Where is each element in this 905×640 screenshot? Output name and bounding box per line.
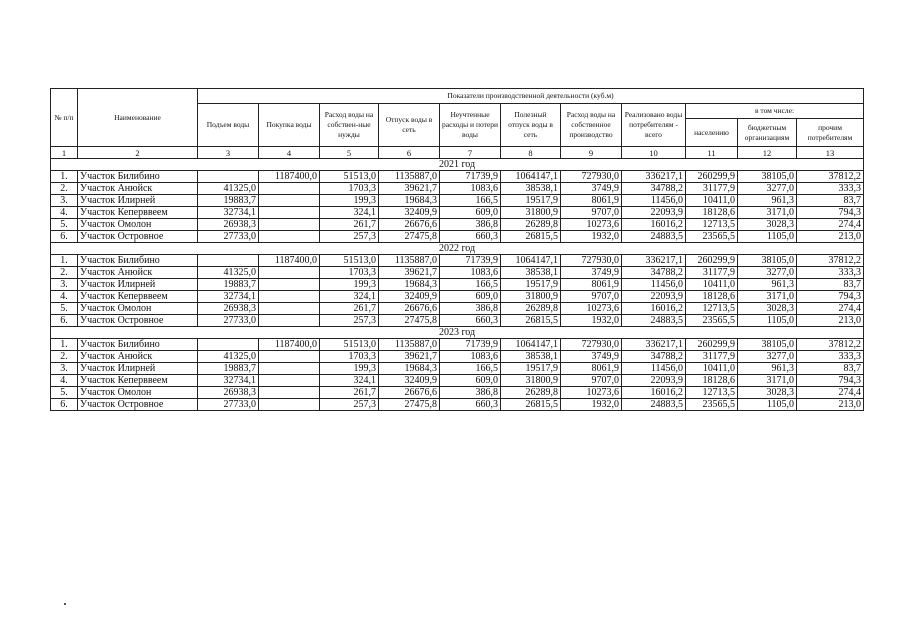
value-cell: 41325,0: [198, 351, 259, 363]
column-number: 1: [51, 147, 78, 159]
value-cell: 27475,8: [379, 399, 440, 411]
value-cell: 37812,2: [797, 171, 864, 183]
value-cell: 18128,6: [686, 375, 738, 387]
value-cell: 39621,7: [379, 183, 440, 195]
row-name: Участок Билибино: [78, 171, 198, 183]
value-cell: 274,4: [797, 387, 864, 399]
row-name: Участок Островное: [78, 315, 198, 327]
value-cell: 386,8: [440, 387, 501, 399]
value-cell: 3749,9: [561, 183, 622, 195]
value-cell: [259, 399, 320, 411]
row-name: Участок Илирней: [78, 195, 198, 207]
table-header: [51, 89, 864, 159]
year-label: 2022 год: [51, 243, 864, 255]
header-name: Наименование: [78, 89, 198, 147]
value-cell: 333,3: [797, 351, 864, 363]
value-cell: 166,5: [440, 363, 501, 375]
value-cell: 27475,8: [379, 315, 440, 327]
value-cell: 727930,0: [561, 255, 622, 267]
value-cell: 261,7: [320, 219, 379, 231]
value-cell: 1187400,0: [259, 255, 320, 267]
value-cell: 1135887,0: [379, 171, 440, 183]
value-cell: 26676,6: [379, 387, 440, 399]
value-cell: 3028,3: [738, 303, 797, 315]
row-name: Участок Островное: [78, 231, 198, 243]
value-cell: 794,3: [797, 375, 864, 387]
value-cell: 26289,8: [501, 303, 561, 315]
table-row: [51, 375, 864, 387]
value-cell: 16016,2: [622, 219, 686, 231]
value-cell: 3171,0: [738, 291, 797, 303]
value-cell: 1105,0: [738, 399, 797, 411]
column-number: 3: [198, 147, 259, 159]
value-cell: 274,4: [797, 303, 864, 315]
header-col-7: Неучтенные расходы и потери воды: [440, 104, 501, 147]
value-cell: 1083,6: [440, 267, 501, 279]
header-subgroup: в том числе:: [686, 104, 864, 119]
table-row: [51, 387, 864, 399]
value-cell: 213,0: [797, 399, 864, 411]
column-number: 4: [259, 147, 320, 159]
value-cell: 19684,3: [379, 279, 440, 291]
value-cell: 3749,9: [561, 351, 622, 363]
header-col-10: Реализовано воды потребителям - всего: [622, 104, 686, 147]
value-cell: 3171,0: [738, 207, 797, 219]
column-number: 11: [686, 147, 738, 159]
row-number: 5.: [51, 303, 78, 315]
value-cell: 26676,6: [379, 303, 440, 315]
value-cell: 1703,3: [320, 183, 379, 195]
value-cell: 22093,9: [622, 375, 686, 387]
value-cell: 386,8: [440, 303, 501, 315]
row-name: Участок Кеперввеем: [78, 207, 198, 219]
value-cell: 1187400,0: [259, 339, 320, 351]
value-cell: [198, 255, 259, 267]
value-cell: 19684,3: [379, 363, 440, 375]
value-cell: 1187400,0: [259, 171, 320, 183]
value-cell: [259, 315, 320, 327]
value-cell: 1064147,1: [501, 255, 561, 267]
value-cell: 83,7: [797, 195, 864, 207]
value-cell: 26815,5: [501, 315, 561, 327]
value-cell: 26676,6: [379, 219, 440, 231]
value-cell: 24883,5: [622, 231, 686, 243]
value-cell: 18128,6: [686, 207, 738, 219]
value-cell: 3277,0: [738, 351, 797, 363]
value-cell: 609,0: [440, 291, 501, 303]
value-cell: 38538,1: [501, 267, 561, 279]
value-cell: 260299,9: [686, 339, 738, 351]
header-num: № п/п: [51, 89, 78, 147]
value-cell: 26289,8: [501, 219, 561, 231]
value-cell: 166,5: [440, 279, 501, 291]
value-cell: 19517,9: [501, 195, 561, 207]
column-number-row: [51, 147, 864, 159]
header-group: Показатели производственной деятельности (куб.м): [198, 89, 864, 104]
value-cell: 34788,2: [622, 267, 686, 279]
table-row: [51, 255, 864, 267]
value-cell: 41325,0: [198, 267, 259, 279]
table-body: [51, 159, 864, 411]
value-cell: 32734,1: [198, 375, 259, 387]
value-cell: 961,3: [738, 279, 797, 291]
table-row: [51, 303, 864, 315]
value-cell: 71739,9: [440, 171, 501, 183]
row-number: 4.: [51, 291, 78, 303]
value-cell: 27733,0: [198, 231, 259, 243]
value-cell: 12713,5: [686, 303, 738, 315]
row-number: 2.: [51, 351, 78, 363]
value-cell: 32409,9: [379, 375, 440, 387]
row-name: Участок Омолон: [78, 303, 198, 315]
row-name: Участок Билибино: [78, 255, 198, 267]
table-row: [51, 207, 864, 219]
value-cell: 1064147,1: [501, 171, 561, 183]
row-name: Участок Островное: [78, 399, 198, 411]
row-number: 6.: [51, 315, 78, 327]
header-col-8: Полезный отпуск воды в сеть: [501, 104, 561, 147]
value-cell: 199,3: [320, 279, 379, 291]
value-cell: 38538,1: [501, 183, 561, 195]
value-cell: 660,3: [440, 231, 501, 243]
row-name: Участок Илирней: [78, 279, 198, 291]
value-cell: 34788,2: [622, 351, 686, 363]
value-cell: 83,7: [797, 363, 864, 375]
value-cell: 199,3: [320, 195, 379, 207]
table-row: [51, 171, 864, 183]
value-cell: 26938,3: [198, 303, 259, 315]
value-cell: 213,0: [797, 315, 864, 327]
row-name: Участок Анюйск: [78, 351, 198, 363]
value-cell: 257,3: [320, 315, 379, 327]
value-cell: [259, 375, 320, 387]
value-cell: 39621,7: [379, 267, 440, 279]
value-cell: 727930,0: [561, 171, 622, 183]
value-cell: 26815,5: [501, 399, 561, 411]
value-cell: 1105,0: [738, 315, 797, 327]
header-col-3: Подъем воды: [198, 104, 259, 147]
column-number: 13: [797, 147, 864, 159]
value-cell: 3749,9: [561, 267, 622, 279]
value-cell: 261,7: [320, 387, 379, 399]
row-number: 5.: [51, 219, 78, 231]
value-cell: [259, 387, 320, 399]
column-number: 10: [622, 147, 686, 159]
value-cell: 961,3: [738, 363, 797, 375]
value-cell: 83,7: [797, 279, 864, 291]
row-name: Участок Омолон: [78, 219, 198, 231]
row-name: Участок Илирней: [78, 363, 198, 375]
table-row: [51, 399, 864, 411]
year-row: [51, 159, 864, 171]
value-cell: 1083,6: [440, 183, 501, 195]
value-cell: 8061,9: [561, 195, 622, 207]
value-cell: 19883,7: [198, 363, 259, 375]
value-cell: 51513,0: [320, 255, 379, 267]
header-col-11: населению: [686, 119, 738, 147]
value-cell: 794,3: [797, 291, 864, 303]
table-row: [51, 267, 864, 279]
table-row: [51, 315, 864, 327]
value-cell: 1703,3: [320, 351, 379, 363]
value-cell: 27475,8: [379, 231, 440, 243]
value-cell: 26938,3: [198, 219, 259, 231]
value-cell: 609,0: [440, 375, 501, 387]
value-cell: 23565,5: [686, 315, 738, 327]
value-cell: 34788,2: [622, 183, 686, 195]
value-cell: 19517,9: [501, 279, 561, 291]
row-number: 3.: [51, 279, 78, 291]
value-cell: 324,1: [320, 207, 379, 219]
row-number: 1.: [51, 171, 78, 183]
value-cell: 257,3: [320, 231, 379, 243]
column-number: 9: [561, 147, 622, 159]
value-cell: 3277,0: [738, 267, 797, 279]
scan-speck: [64, 603, 66, 605]
row-name: Участок Омолон: [78, 387, 198, 399]
value-cell: [259, 219, 320, 231]
value-cell: 1064147,1: [501, 339, 561, 351]
row-number: 3.: [51, 195, 78, 207]
value-cell: 19883,7: [198, 279, 259, 291]
column-number: 12: [738, 147, 797, 159]
row-number: 5.: [51, 387, 78, 399]
value-cell: 336217,1: [622, 255, 686, 267]
value-cell: 3028,3: [738, 387, 797, 399]
value-cell: 1105,0: [738, 231, 797, 243]
value-cell: 274,4: [797, 219, 864, 231]
column-number: 5: [320, 147, 379, 159]
value-cell: 10273,6: [561, 387, 622, 399]
value-cell: 10411,0: [686, 279, 738, 291]
value-cell: 660,3: [440, 399, 501, 411]
value-cell: [259, 207, 320, 219]
header-col-12: бюджетным организациям: [738, 119, 797, 147]
year-label: 2023 год: [51, 327, 864, 339]
value-cell: 3028,3: [738, 219, 797, 231]
row-name: Участок Анюйск: [78, 183, 198, 195]
value-cell: 32409,9: [379, 207, 440, 219]
row-number: 2.: [51, 267, 78, 279]
value-cell: 23565,5: [686, 231, 738, 243]
table-row: [51, 351, 864, 363]
value-cell: 27733,0: [198, 399, 259, 411]
value-cell: 10273,6: [561, 303, 622, 315]
value-cell: 11456,0: [622, 195, 686, 207]
value-cell: 1703,3: [320, 267, 379, 279]
value-cell: 18128,6: [686, 291, 738, 303]
table-row: [51, 231, 864, 243]
value-cell: 609,0: [440, 207, 501, 219]
value-cell: [259, 267, 320, 279]
header-col-13: прочим потребителям: [797, 119, 864, 147]
value-cell: 39621,7: [379, 351, 440, 363]
row-number: 1.: [51, 339, 78, 351]
value-cell: 41325,0: [198, 183, 259, 195]
value-cell: 8061,9: [561, 363, 622, 375]
value-cell: 8061,9: [561, 279, 622, 291]
value-cell: 213,0: [797, 231, 864, 243]
year-row: [51, 243, 864, 255]
row-name: Участок Кеперввеем: [78, 375, 198, 387]
value-cell: 9707,0: [561, 291, 622, 303]
value-cell: 10411,0: [686, 195, 738, 207]
value-cell: 31800,9: [501, 375, 561, 387]
value-cell: 22093,9: [622, 207, 686, 219]
value-cell: 38105,0: [738, 171, 797, 183]
value-cell: 324,1: [320, 291, 379, 303]
value-cell: 199,3: [320, 363, 379, 375]
header-col-4: Покупка воды: [259, 104, 320, 147]
value-cell: 24883,5: [622, 315, 686, 327]
value-cell: 32734,1: [198, 207, 259, 219]
value-cell: 16016,2: [622, 387, 686, 399]
table-row: [51, 195, 864, 207]
row-number: 6.: [51, 399, 78, 411]
value-cell: 26938,3: [198, 387, 259, 399]
value-cell: 1932,0: [561, 315, 622, 327]
value-cell: 1932,0: [561, 399, 622, 411]
value-cell: 51513,0: [320, 171, 379, 183]
value-cell: [198, 339, 259, 351]
value-cell: 16016,2: [622, 303, 686, 315]
table-row: [51, 291, 864, 303]
row-number: 6.: [51, 231, 78, 243]
value-cell: 11456,0: [622, 279, 686, 291]
column-number: 8: [501, 147, 561, 159]
value-cell: 37812,2: [797, 339, 864, 351]
value-cell: 9707,0: [561, 207, 622, 219]
row-number: 4.: [51, 375, 78, 387]
value-cell: 336217,1: [622, 171, 686, 183]
value-cell: 26815,5: [501, 231, 561, 243]
table-row: [51, 219, 864, 231]
value-cell: 24883,5: [622, 399, 686, 411]
row-number: 3.: [51, 363, 78, 375]
value-cell: 961,3: [738, 195, 797, 207]
row-name: Участок Билибино: [78, 339, 198, 351]
value-cell: 71739,9: [440, 339, 501, 351]
value-cell: 166,5: [440, 195, 501, 207]
value-cell: 31800,9: [501, 291, 561, 303]
value-cell: 71739,9: [440, 255, 501, 267]
value-cell: 19684,3: [379, 195, 440, 207]
year-label: 2021 год: [51, 159, 864, 171]
water-indicators-table: [50, 88, 864, 411]
value-cell: [259, 303, 320, 315]
value-cell: 9707,0: [561, 375, 622, 387]
value-cell: 31177,9: [686, 267, 738, 279]
value-cell: 333,3: [797, 183, 864, 195]
value-cell: 333,3: [797, 267, 864, 279]
value-cell: 386,8: [440, 219, 501, 231]
value-cell: [259, 195, 320, 207]
value-cell: 1135887,0: [379, 255, 440, 267]
row-number: 1.: [51, 255, 78, 267]
header-col-5: Расход воды на собствен-ные нужды: [320, 104, 379, 147]
value-cell: 3171,0: [738, 375, 797, 387]
value-cell: 794,3: [797, 207, 864, 219]
value-cell: 257,3: [320, 399, 379, 411]
value-cell: 27733,0: [198, 315, 259, 327]
value-cell: 31177,9: [686, 183, 738, 195]
value-cell: 38105,0: [738, 339, 797, 351]
value-cell: 32734,1: [198, 291, 259, 303]
value-cell: 31177,9: [686, 351, 738, 363]
value-cell: 51513,0: [320, 339, 379, 351]
column-number: 6: [379, 147, 440, 159]
value-cell: 324,1: [320, 375, 379, 387]
value-cell: 32409,9: [379, 291, 440, 303]
value-cell: 23565,5: [686, 399, 738, 411]
year-row: [51, 327, 864, 339]
value-cell: 660,3: [440, 315, 501, 327]
value-cell: 19517,9: [501, 363, 561, 375]
value-cell: [259, 351, 320, 363]
table-row: [51, 183, 864, 195]
row-number: 2.: [51, 183, 78, 195]
table-row: [51, 279, 864, 291]
value-cell: [259, 363, 320, 375]
value-cell: 10273,6: [561, 219, 622, 231]
row-number: 4.: [51, 207, 78, 219]
value-cell: [259, 231, 320, 243]
header-col-6: Отпуск воды в сеть: [379, 104, 440, 147]
row-name: Участок Кеперввеем: [78, 291, 198, 303]
value-cell: 1135887,0: [379, 339, 440, 351]
header-col-9: Расход воды на собственное производство: [561, 104, 622, 147]
value-cell: 260299,9: [686, 255, 738, 267]
value-cell: [259, 291, 320, 303]
value-cell: 336217,1: [622, 339, 686, 351]
value-cell: [198, 171, 259, 183]
row-name: Участок Анюйск: [78, 267, 198, 279]
value-cell: [259, 183, 320, 195]
value-cell: 3277,0: [738, 183, 797, 195]
table-row: [51, 339, 864, 351]
value-cell: 38105,0: [738, 255, 797, 267]
value-cell: 10411,0: [686, 363, 738, 375]
value-cell: 38538,1: [501, 351, 561, 363]
column-number: 2: [78, 147, 198, 159]
value-cell: 12713,5: [686, 219, 738, 231]
table-row: [51, 363, 864, 375]
value-cell: 727930,0: [561, 339, 622, 351]
value-cell: 26289,8: [501, 387, 561, 399]
value-cell: 22093,9: [622, 291, 686, 303]
value-cell: 19883,7: [198, 195, 259, 207]
value-cell: 31800,9: [501, 207, 561, 219]
value-cell: 261,7: [320, 303, 379, 315]
value-cell: [259, 279, 320, 291]
column-number: 7: [440, 147, 501, 159]
value-cell: 260299,9: [686, 171, 738, 183]
value-cell: 12713,5: [686, 387, 738, 399]
value-cell: 37812,2: [797, 255, 864, 267]
value-cell: 1083,6: [440, 351, 501, 363]
value-cell: 11456,0: [622, 363, 686, 375]
value-cell: 1932,0: [561, 231, 622, 243]
